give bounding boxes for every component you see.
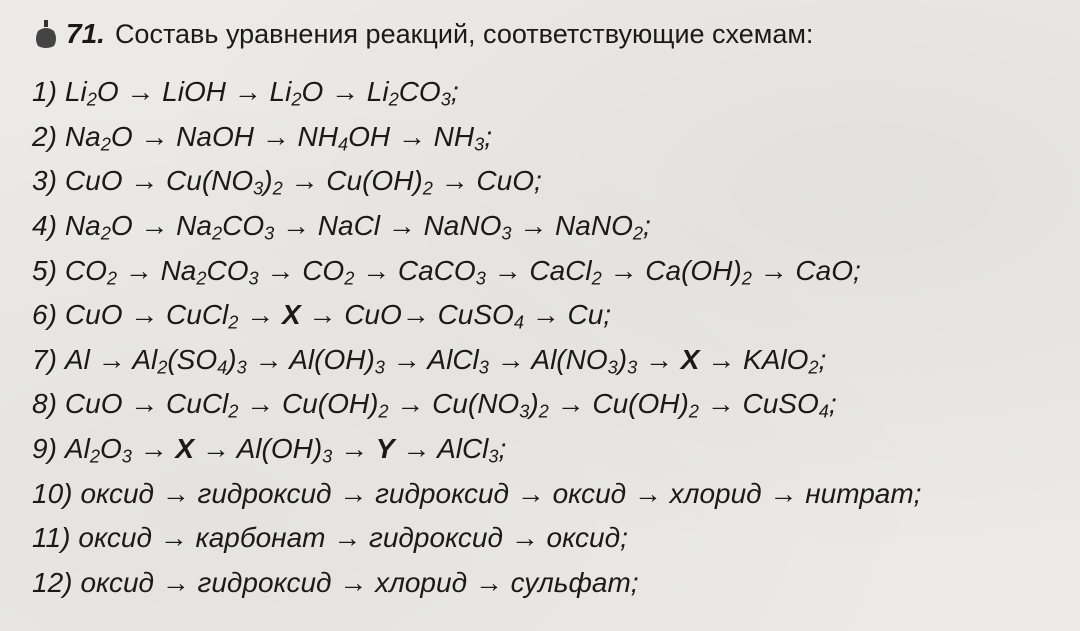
equation-scheme <box>65 121 492 153</box>
formula-text: → AlCl <box>384 343 479 375</box>
formula-text: ; <box>484 120 492 152</box>
formula-text: ) <box>263 165 273 197</box>
equation-row <box>32 70 1072 115</box>
task-title: Составь уравнения реакций, соответствующие схемам: <box>114 18 814 49</box>
formula-text: Al → Al <box>64 343 158 375</box>
weight-icon <box>34 19 58 49</box>
equation-row <box>32 338 1072 383</box>
equation-number: 12) <box>32 566 73 598</box>
equation-scheme <box>78 522 627 554</box>
subscript: 3 <box>121 446 132 467</box>
equation-number: 3) <box>32 165 57 197</box>
subscript: 3 <box>253 179 264 200</box>
formula-text: → Al(NO <box>488 343 608 375</box>
equation-number: 8) <box>32 388 57 420</box>
formula-text: ; <box>450 76 459 108</box>
formula-text: (SO <box>167 343 218 375</box>
equation-row <box>32 204 1072 249</box>
equation-scheme <box>65 388 837 420</box>
formula-text: ) <box>529 388 539 420</box>
formula-text: → CuSO <box>698 388 819 420</box>
equation-scheme <box>80 478 921 510</box>
subscript: 3 <box>374 357 385 378</box>
formula-text: ; <box>498 433 507 465</box>
subscript: 3 <box>474 134 485 155</box>
formula-text: → Cu(OH) <box>282 165 423 197</box>
subscript: 3 <box>236 357 247 378</box>
subscript: 4 <box>818 402 829 422</box>
formula-text: → <box>637 343 681 375</box>
formula-text: ) <box>617 343 628 375</box>
subscript: 2 <box>688 402 699 422</box>
formula-text: O → NaOH → NH <box>110 120 338 152</box>
subscript: 2 <box>86 89 97 110</box>
subscript: 4 <box>217 357 228 378</box>
unknown-substance: X <box>281 299 301 331</box>
formula-text: → CaCl <box>485 254 592 286</box>
subscript: 2 <box>422 179 433 200</box>
formula-text: CO <box>64 254 107 286</box>
subscript: 3 <box>488 446 499 467</box>
formula-text: ; <box>818 343 827 375</box>
formula-text: → <box>332 433 376 465</box>
formula-text: CuO → CuCl <box>64 299 229 331</box>
equation-row <box>32 159 1072 204</box>
formula-text: O → Na <box>110 210 212 242</box>
equation-row <box>32 293 1072 338</box>
subscript: 2 <box>272 179 283 200</box>
equation-row <box>32 382 1072 427</box>
subscript: 2 <box>291 89 302 110</box>
subscript: 2 <box>100 134 111 155</box>
equation-number: 4) <box>32 210 57 242</box>
subscript: 2 <box>378 402 389 422</box>
formula-text: → CaO; <box>751 254 861 286</box>
subscript: 2 <box>808 357 819 378</box>
formula-text: → KAlO <box>699 343 809 375</box>
formula-text: → CuO; <box>432 165 542 197</box>
equation-row <box>32 471 1072 516</box>
subscript: 3 <box>322 446 333 467</box>
formula-text: Na <box>64 210 101 242</box>
subscript: 2 <box>228 402 239 422</box>
formula-text: → Cu(OH) <box>548 388 689 420</box>
subscript: 3 <box>248 268 259 289</box>
formula-text: → Al(OH) <box>246 343 375 375</box>
equation-number: 6) <box>32 299 57 331</box>
subscript: 2 <box>538 402 549 422</box>
formula-text: оксид → гидроксид → хлорид → сульфат; <box>80 566 639 598</box>
subscript: 3 <box>264 223 275 244</box>
unknown-substance: X <box>680 343 700 375</box>
unknown-substance: Y <box>375 433 395 465</box>
formula-text: ; <box>642 210 651 242</box>
subscript: 2 <box>591 268 602 289</box>
subscript: 2 <box>100 223 111 244</box>
formula-text: O → Li <box>301 76 389 108</box>
equation-row <box>32 248 1072 293</box>
equation-scheme <box>80 567 638 599</box>
formula-text: → Cu(NO <box>388 388 520 420</box>
formula-text: Al <box>64 433 90 465</box>
subscript: 2 <box>106 268 118 289</box>
unknown-substance: X <box>175 433 195 465</box>
subscript: 2 <box>228 312 239 333</box>
equation-scheme <box>65 344 826 376</box>
formula-text: → Ca(OH) <box>601 254 742 286</box>
equation-row <box>32 115 1072 160</box>
formula-text: CO <box>398 76 441 108</box>
formula-text: OH → NH <box>348 120 475 152</box>
subscript: 3 <box>440 89 451 110</box>
formula-text: ) <box>227 343 237 375</box>
subscript: 2 <box>388 89 399 110</box>
formula-text: оксид → карбонат → гидроксид → оксид; <box>78 522 628 554</box>
formula-text: → AlCl <box>394 433 489 465</box>
equation-list <box>32 70 1072 605</box>
formula-text: оксид → гидроксид → гидроксид → оксид → хлорид → нитрат; <box>80 477 922 509</box>
formula-text: CO <box>222 210 265 242</box>
formula-text: → CO <box>258 254 345 286</box>
formula-text: Li <box>64 76 87 108</box>
formula-text: → <box>238 299 282 331</box>
subscript: 3 <box>478 357 489 378</box>
equation-number: 1) <box>32 76 57 108</box>
formula-text: → <box>131 433 176 465</box>
formula-text: → CaCO <box>354 254 476 286</box>
equation-number: 9) <box>32 433 57 465</box>
equation-scheme <box>65 299 611 331</box>
subscript: 3 <box>607 357 618 378</box>
formula-text: O → LiOH → Li <box>96 76 292 108</box>
formula-text: CuO → Cu(NO <box>64 165 254 197</box>
subscript: 3 <box>475 268 486 289</box>
subscript: 3 <box>627 357 638 378</box>
equation-number: 7) <box>32 343 57 375</box>
formula-text: CuO → CuCl <box>64 388 229 420</box>
equation-row <box>32 561 1072 606</box>
subscript: 4 <box>337 134 349 155</box>
equation-scheme <box>65 433 506 465</box>
subscript: 3 <box>519 402 530 422</box>
formula-text: → CuO→ CuSO <box>300 299 514 331</box>
subscript: 2 <box>211 223 223 244</box>
equation-scheme <box>65 76 459 108</box>
formula-text: → NaNO <box>511 210 633 242</box>
subscript: 2 <box>344 268 355 289</box>
subscript: 2 <box>157 357 168 378</box>
task-number: 71. <box>66 18 105 49</box>
formula-text: → Al(OH) <box>194 433 323 465</box>
formula-text: O <box>99 433 122 465</box>
equation-row <box>32 516 1072 561</box>
subscript: 3 <box>501 223 512 244</box>
equation-number: 2) <box>32 120 57 152</box>
task-header <box>34 14 813 54</box>
equation-scheme <box>65 255 861 287</box>
subscript: 2 <box>741 268 752 289</box>
formula-text: → NaCl → NaNO <box>274 210 502 242</box>
formula-text: → Cu(OH) <box>238 388 379 420</box>
equation-row <box>32 427 1072 472</box>
equation-number: 11) <box>32 522 71 554</box>
subscript: 2 <box>196 268 207 289</box>
formula-text: → Cu; <box>523 299 612 331</box>
equation-number: 10) <box>32 477 73 509</box>
equation-scheme <box>64 165 542 200</box>
equation-number: 5) <box>32 254 57 286</box>
subscript: 2 <box>632 223 643 244</box>
formula-text: ; <box>828 388 837 420</box>
equation-scheme <box>65 210 651 242</box>
formula-text: Na <box>64 120 101 152</box>
formula-text: CO <box>206 254 249 286</box>
formula-text: → Na <box>117 254 197 286</box>
subscript: 2 <box>89 446 100 467</box>
subscript: 4 <box>513 312 524 333</box>
